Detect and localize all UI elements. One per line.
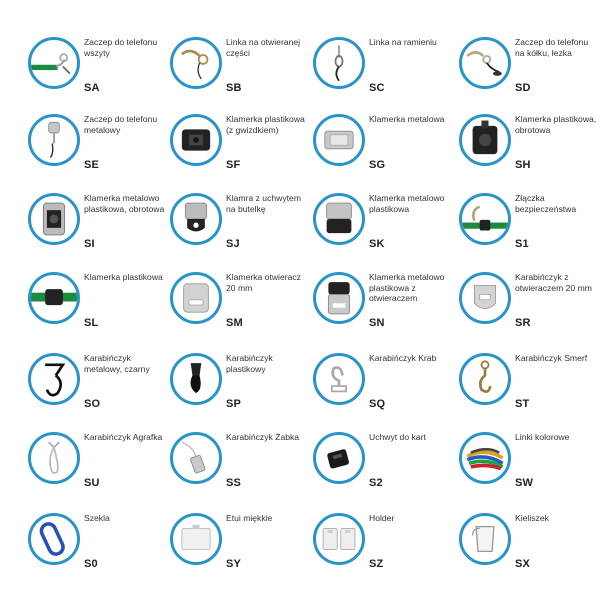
item-code: SZ: [369, 558, 384, 570]
item-code: S2: [369, 477, 383, 489]
item-label: Klamra z uchwytem na butelkę: [226, 193, 301, 214]
item-label: Uchwyt do kart: [369, 432, 426, 442]
item-label: Klamerka metalowa: [369, 114, 445, 124]
rotating-metal-plastic-buckle-icon: [28, 193, 80, 245]
item-sq: [313, 353, 453, 427]
detachable-strap-icon: [170, 37, 222, 89]
item-s0: [28, 513, 168, 587]
item-code: SC: [369, 82, 385, 94]
item-label: Klamerka plastikowa (z gwizdkiem): [226, 114, 305, 135]
item-code: SG: [369, 159, 386, 171]
item-sr: [459, 272, 599, 346]
item-code: SH: [515, 159, 531, 171]
item-code: SX: [515, 558, 531, 570]
item-sf: [170, 114, 310, 188]
metal-plastic-buckle-icon: [313, 193, 365, 245]
item-sa: [28, 37, 168, 111]
whistle-buckle-icon: [170, 114, 222, 166]
item-code: SI: [84, 238, 95, 250]
item-code: SU: [84, 477, 100, 489]
rotating-plastic-buckle-icon: [459, 114, 511, 166]
item-sl: [28, 272, 168, 346]
item-sb: [170, 37, 310, 111]
item-sz: [313, 513, 453, 587]
item-code: SN: [369, 317, 385, 329]
item-label: Klamerka metalowo plastikowa z otwieraczem: [369, 272, 445, 304]
ring-phone-strap-icon: [459, 37, 511, 89]
item-sh: [459, 114, 599, 188]
item-st: [459, 353, 599, 427]
item-sx: [459, 513, 599, 587]
soft-badge-holder-icon: [170, 513, 222, 565]
item-label: Karabińczyk Agrafka: [84, 432, 163, 442]
plastic-buckle-icon: [28, 272, 80, 324]
opener-metal-plastic-buckle-icon: [313, 272, 365, 324]
item-s1: [459, 193, 599, 267]
item-code: SM: [226, 317, 243, 329]
item-label: Klamerka plastikowa: [84, 272, 163, 282]
item-label: Złączka bezpieczeństwa: [515, 193, 577, 214]
item-label: Szekla: [84, 513, 110, 523]
item-label: Etui miękkie: [226, 513, 273, 523]
item-code: S1: [515, 238, 529, 250]
item-label: Linki kolorowe: [515, 432, 570, 442]
item-code: SS: [226, 477, 242, 489]
item-code: ST: [515, 398, 530, 410]
smurf-hook-icon: [459, 353, 511, 405]
item-code: SA: [84, 82, 100, 94]
item-sm: [170, 272, 310, 346]
item-label: Kieliszek: [515, 513, 549, 523]
clip-hook-icon: [170, 432, 222, 484]
item-code: SW: [515, 477, 534, 489]
plastic-hook-icon: [170, 353, 222, 405]
item-code: S0: [84, 558, 98, 570]
item-code: SL: [84, 317, 99, 329]
colored-strings-icon: [459, 432, 511, 484]
item-su: [28, 432, 168, 506]
hard-badge-holder-icon: [313, 513, 365, 565]
item-label: Linka na ramieniu: [369, 37, 437, 47]
item-label: Klamerka metalowo plastikowa, obrotowa: [84, 193, 165, 214]
sewn-phone-strap-icon: [28, 37, 80, 89]
item-sw: [459, 432, 599, 506]
safety-pin-hook-icon: [28, 432, 80, 484]
item-label: Linka na otwieranej części: [226, 37, 301, 58]
item-code: SD: [515, 82, 531, 94]
item-code: SQ: [369, 398, 386, 410]
item-sk: [313, 193, 453, 267]
aluminium-carabiner-icon: [28, 513, 80, 565]
item-code: SR: [515, 317, 531, 329]
item-code: SE: [84, 159, 100, 171]
arm-strap-icon: [313, 37, 365, 89]
item-label: Klamerka otwieracz 20 mm: [226, 272, 301, 293]
item-label: Klamerka plastikowa, obrotowa: [515, 114, 597, 135]
item-ss: [170, 432, 310, 506]
item-label: Zaczep do telefonu na kółku, łezka: [515, 37, 589, 58]
item-so: [28, 353, 168, 427]
item-label: Karabińczyk Krab: [369, 353, 437, 363]
item-code: SF: [226, 159, 241, 171]
item-label: Zaczep do telefonu wszyty: [84, 37, 158, 58]
item-sj: [170, 193, 310, 267]
safety-breakaway-icon: [459, 193, 511, 245]
item-label: Karabińczyk z otwieraczem 20 mm: [515, 272, 592, 293]
item-sp: [170, 353, 310, 427]
item-se: [28, 114, 168, 188]
opener-carabiner-icon: [459, 272, 511, 324]
item-sy: [170, 513, 310, 587]
item-label: Holder: [369, 513, 395, 523]
bottle-holder-buckle-icon: [170, 193, 222, 245]
card-holder-clip-icon: [313, 432, 365, 484]
item-label: Karabińczyk metalowy, czarny: [84, 353, 150, 374]
item-s2: [313, 432, 453, 506]
crab-hook-icon: [313, 353, 365, 405]
metal-phone-strap-icon: [28, 114, 80, 166]
item-code: SJ: [226, 238, 240, 250]
item-sd: [459, 37, 599, 111]
item-code: SY: [226, 558, 242, 570]
black-metal-hook-icon: [28, 353, 80, 405]
item-sc: [313, 37, 453, 111]
bottle-opener-buckle-icon: [170, 272, 222, 324]
item-label: Karabińczyk Smerf: [515, 353, 588, 363]
item-si: [28, 193, 168, 267]
item-sn: [313, 272, 453, 346]
item-sg: [313, 114, 453, 188]
item-code: SK: [369, 238, 385, 250]
item-code: SB: [226, 82, 242, 94]
shot-glass-icon: [459, 513, 511, 565]
item-label: Zaczep do telefonu metalowy: [84, 114, 158, 135]
item-label: Karabińczyk plastikowy: [226, 353, 273, 374]
metal-buckle-icon: [313, 114, 365, 166]
item-label: Klamerka metalowo plastikowa: [369, 193, 445, 214]
item-label: Karabińczyk Żabka: [226, 432, 300, 442]
item-code: SP: [226, 398, 242, 410]
item-code: SO: [84, 398, 101, 410]
